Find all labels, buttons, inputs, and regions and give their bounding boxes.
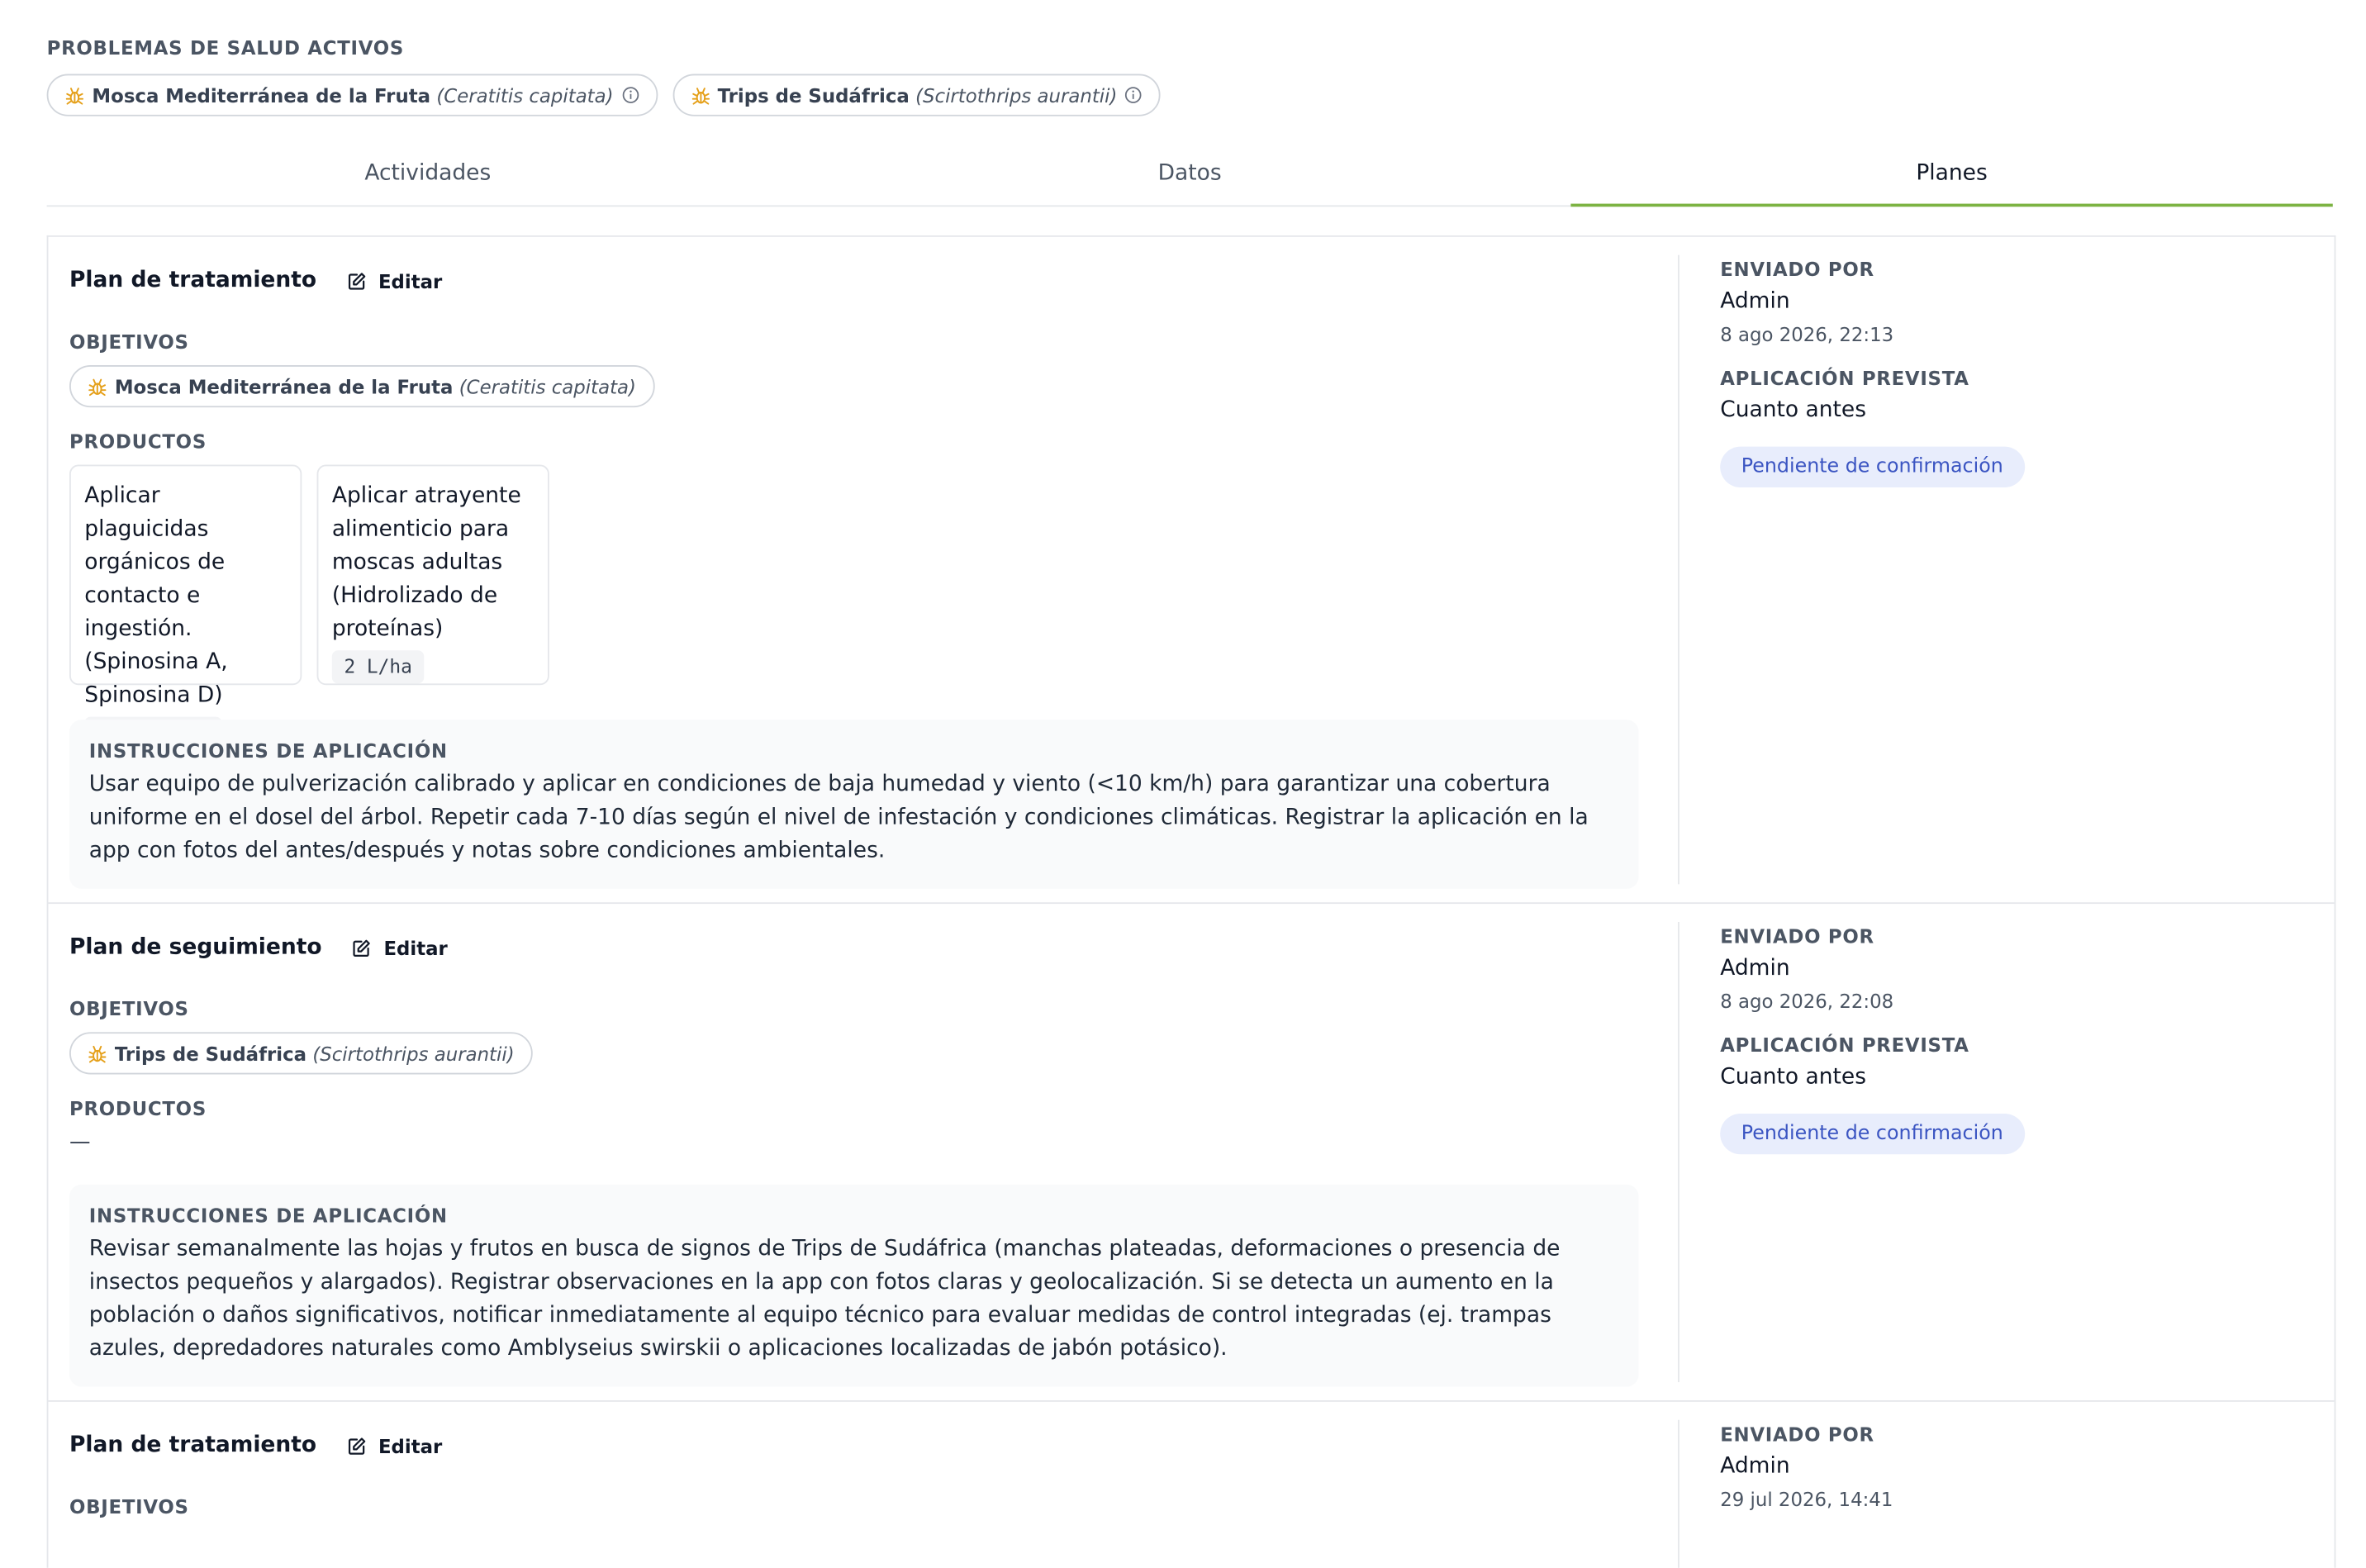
problem-scientific-name: (Ceratitis capitata) <box>436 83 614 107</box>
problem-scientific-name: (Scirtothrips aurantii) <box>915 83 1118 107</box>
bug-icon <box>691 85 710 105</box>
planned-application-label: APLICACIÓN PREVISTA <box>1720 366 1969 390</box>
bug-icon <box>88 1043 107 1063</box>
plan-card <box>48 904 2334 1402</box>
edit-icon <box>352 938 372 957</box>
plan-title: Plan de tratamiento <box>69 1433 317 1458</box>
sent-by-label: ENVIADO POR <box>1720 258 1874 281</box>
problem-chip-medfly[interactable] <box>47 74 658 116</box>
edit-plan-button[interactable] <box>352 936 448 958</box>
status-badge: Pendiente de confirmación <box>1720 1114 2024 1154</box>
planned-application-value: Cuanto antes <box>1720 1065 1867 1090</box>
problem-chip-thrips[interactable] <box>672 74 1162 116</box>
products-list <box>69 465 549 708</box>
sent-date: 8 ago 2026, 22:13 <box>1720 322 1894 346</box>
sent-by-label: ENVIADO POR <box>1720 924 1874 948</box>
edit-plan-button[interactable] <box>347 269 443 292</box>
product-name: Aplicar plaguicidas orgánicos de contacto e ingestión. (Spinosina A, Spinosina D) <box>84 484 228 708</box>
plan-meta <box>1678 255 2024 885</box>
tab-datos[interactable]: Datos <box>1157 161 1222 186</box>
edit-plan-button[interactable] <box>347 1434 443 1456</box>
objectives-label: OBJETIVOS <box>69 1495 189 1518</box>
edit-label: Editar <box>383 936 448 959</box>
planned-application-label: APLICACIÓN PREVISTA <box>1720 1033 1969 1057</box>
plan-card <box>48 1402 2334 1568</box>
products-label: PRODUCTOS <box>69 1096 207 1120</box>
instructions-text: Usar equipo de pulverización calibrado y aplicar en condiciones de baja humedad y viento (<10 km/h) para garantizar una cobertura uniforme en el dosel del árbol. Repetir cada 7-10 días según el nivel de infestación y condiciones climáticas. Registrar la aplicación en la app con fotos del antes/después y notas sobre condiciones ambientales. <box>88 772 1589 863</box>
objective-common-name: Trips de Sudáfrica <box>114 1042 307 1065</box>
problem-common-name: Mosca Mediterránea de la Fruta <box>92 83 431 107</box>
problem-common-name: Trips de Sudáfrica <box>717 83 910 107</box>
plan-meta <box>1678 1420 1893 1568</box>
application-instructions <box>69 720 1639 889</box>
tab-actividades[interactable]: Actividades <box>364 161 492 186</box>
active-problems-label: PROBLEMAS DE SALUD ACTIVOS <box>46 36 405 59</box>
objectives-label: OBJETIVOS <box>69 330 189 354</box>
edit-label: Editar <box>378 1434 443 1457</box>
active-problems-list <box>47 74 1162 116</box>
instructions-text: Revisar semanalmente las hojas y frutos en busca de signos de Trips de Sudáfrica (manchas plateadas, deformaciones o presencia de insectos pequeños y alargados). Registrar observaciones en la app con fotos claras y geolocalización. Si se detecta un aumento en la población o daños significativos, notificar inmediatamente al equipo técnico para evaluar medidas de control integradas (ej. trampas azules, depredadores naturales como Amblyseius swirskii o aplicaciones localizadas de jabón potásico). <box>88 1237 1561 1361</box>
instructions-label: INSTRUCCIONES DE APLICACIÓN <box>88 1204 448 1227</box>
edit-icon <box>347 271 367 291</box>
plan-title: Plan de seguimiento <box>69 935 322 960</box>
bug-icon <box>88 377 107 397</box>
product-card <box>317 465 549 686</box>
plan-title: Plan de tratamiento <box>69 268 317 293</box>
info-icon[interactable] <box>621 86 639 104</box>
objective-common-name: Mosca Mediterránea de la Fruta <box>114 374 454 398</box>
objective-scientific-name: (Ceratitis capitata) <box>458 374 636 398</box>
plan-card <box>48 237 2334 904</box>
sent-date: 8 ago 2026, 22:08 <box>1720 990 1894 1013</box>
objective-scientific-name: (Scirtothrips aurantii) <box>312 1042 515 1065</box>
sent-date: 29 jul 2026, 14:41 <box>1720 1487 1893 1511</box>
info-icon[interactable] <box>1125 86 1143 104</box>
application-instructions <box>69 1185 1639 1387</box>
tab-planes[interactable]: Planes <box>1570 151 2332 207</box>
status-badge: Pendiente de confirmación <box>1720 447 2024 487</box>
product-dose: 2 L/ha <box>332 650 425 683</box>
instructions-label: INSTRUCCIONES DE APLICACIÓN <box>88 739 448 763</box>
plan-meta <box>1678 922 2024 1382</box>
edit-icon <box>347 1436 367 1456</box>
planned-application-value: Cuanto antes <box>1720 398 1867 423</box>
no-products-placeholder: — <box>69 1130 91 1155</box>
objective-chip <box>69 365 654 407</box>
tab-bar <box>47 151 2333 207</box>
products-label: PRODUCTOS <box>69 430 207 453</box>
objective-chip <box>69 1032 533 1074</box>
plans-list <box>47 235 2336 1568</box>
bug-icon <box>65 85 85 105</box>
product-card <box>69 465 302 708</box>
sent-by-value: Admin <box>1720 1454 1790 1479</box>
sent-by-value: Admin <box>1720 289 1790 314</box>
sent-by-value: Admin <box>1720 957 1790 981</box>
edit-label: Editar <box>378 269 443 292</box>
sent-by-label: ENVIADO POR <box>1720 1423 1874 1446</box>
product-name: Aplicar atrayente alimenticio para moscas adultas (Hidrolizado de proteínas) <box>331 484 521 642</box>
objectives-label: OBJETIVOS <box>69 997 189 1020</box>
